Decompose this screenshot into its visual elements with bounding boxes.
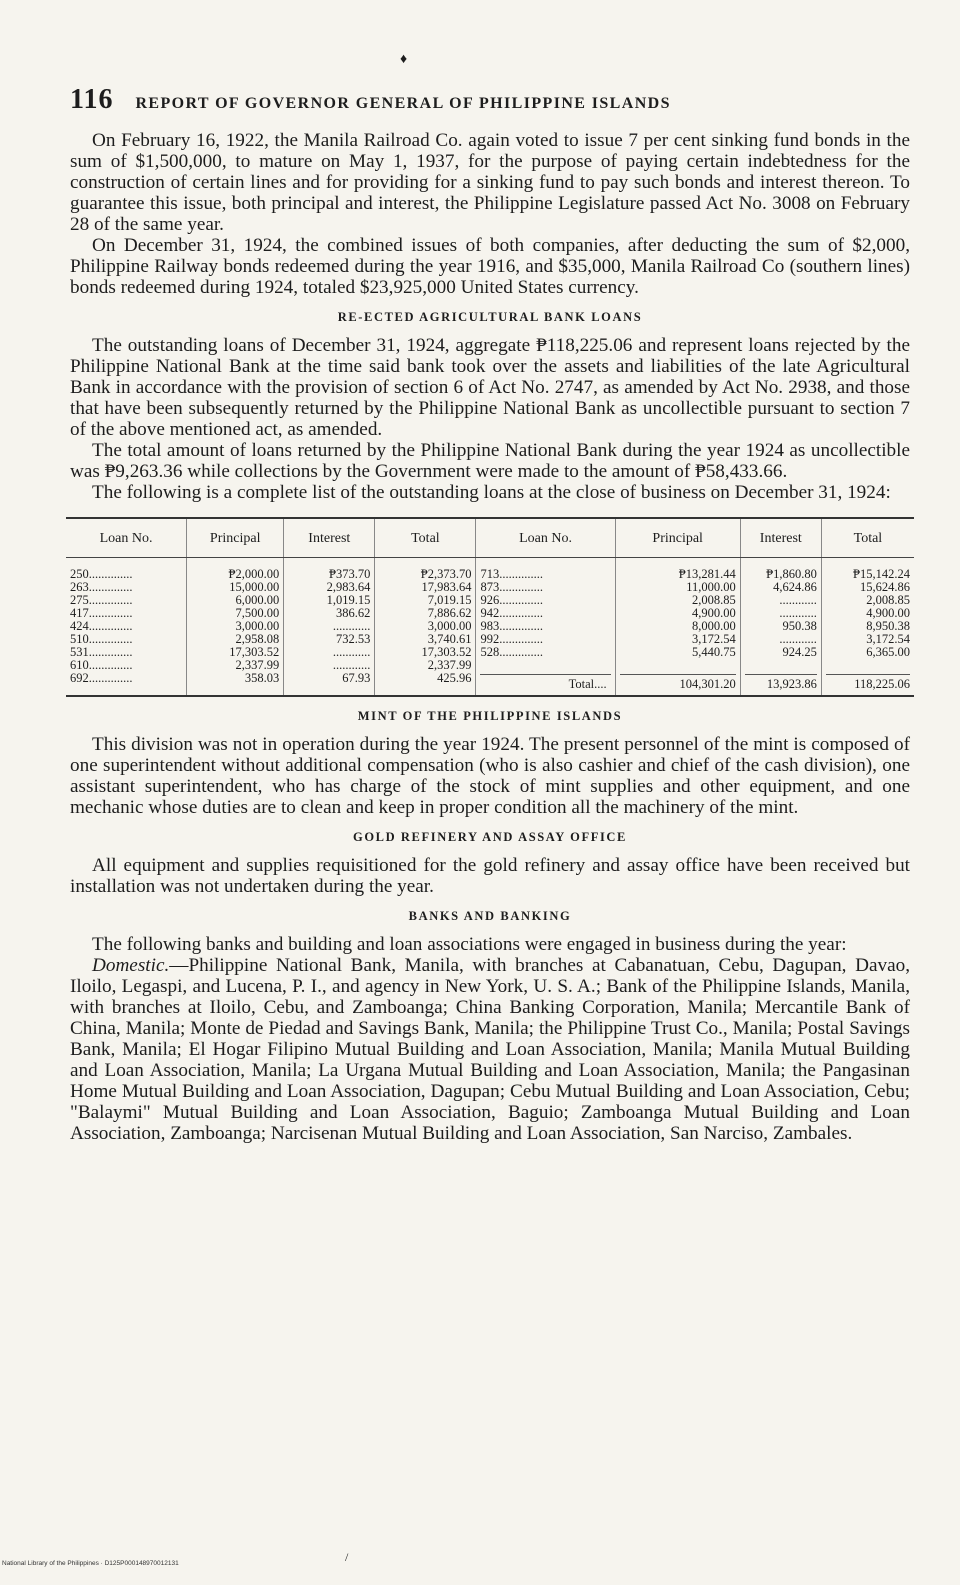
table-cell: 2,337.99 [427, 658, 472, 672]
table-cell: 3,172.54 [692, 632, 736, 646]
table-cell: 3,172.54 [866, 632, 910, 646]
paragraph: The following is a complete list of the outstanding loans at the close of business on December 31, 1924: [92, 482, 891, 503]
domestic-label: Domestic. [92, 955, 170, 976]
table-cell: 2,008.85 [692, 593, 736, 607]
spacer [620, 659, 736, 672]
paragraph: The total amount of loans returned by the Philippine National Bank during the year 1924 as uncollectible was ₱9,263.36 while collections by the Government were made to the amount of ₱58,433.66. [70, 440, 910, 482]
table-cell: 17,303.52 [229, 645, 280, 659]
table-cell: 7,019.15 [427, 593, 472, 607]
table-cell: 2,958.08 [235, 632, 280, 646]
table-cell: 4,900.00 [866, 606, 910, 620]
table-cell: 7,886.62 [427, 606, 472, 620]
table-cell: 2,008.85 [866, 593, 910, 607]
table-cell: 17,983.64 [421, 580, 472, 594]
total-cell: 13,923.86 [745, 674, 817, 691]
table-cell: 531.............. [70, 645, 133, 659]
table-cell: 983.............. [480, 619, 543, 633]
page-number: 116 [70, 84, 114, 115]
table-cell: ............ [332, 619, 371, 633]
table-cell: 11,000.00 [686, 580, 736, 594]
paragraph: This division was not in operation during the year 1924. The present personnel of the mint is composed of one superintendent without additional compensation (who is also cashier and chief of the cash division), one assistant superintendent, who has charge of the stock of mint supplies and other equipment, and one mechanic whose duties are to clean and keep in proper condition all the machinery of the mint. [70, 734, 910, 818]
section-heading: MINT OF THE PHILIPPINE ISLANDS [357, 709, 623, 723]
footer-credit: National Library of the Philippines · D125P000148970012131 [2, 1560, 179, 1567]
table-cell: 992.............. [480, 632, 543, 646]
column-header: Interest [740, 518, 821, 558]
loans-table [66, 517, 914, 697]
table-header-row [66, 518, 914, 558]
domestic-text: —Philippine National Bank, Manila, with branches at Cabanatuan, Cebu, Dagupan, Davao, Iloilo, Legaspi, and Lucena, P. I., and agency in New York, U. S. A.; Bank of the Philippine Islands, Manila, with branches at Iloilo, Cebu, and Zamboanga; China Banking Corporation, Manila; Mercantile Bank of China, Manila; Monte de Piedad and Savings Bank, Manila; the Philippine Trust Co., Manila; Postal Savings Bank, Manila; El Hogar Filipino Mutual Building and Loan Association, Manila; Manila Mutual Building and Loan Association, Manila; La Urgana Mutual Building and Loan Association, Manila; the Pangasinan Home Mutual Building and Loan Association, Dagupan; Cebu Mutual Building and Loan Association, Cebu; "Balaymi" Mutual Building and Loan Association, Baguio; Zamboanga Mutual Building and Loan Association, Zamboanga; Narcisenan Mutual Building and Loan Association, San Narciso, Zambales. [70, 955, 910, 1144]
table-cell: 713.............. [480, 567, 543, 581]
table-cell: ₱2,000.00 [228, 567, 280, 581]
table-cell: 67.93 [342, 671, 371, 685]
table-cell: 3,740.61 [427, 632, 472, 646]
table-cell: ............ [779, 606, 817, 620]
table-cell: 528.............. [480, 645, 543, 659]
table-cell: 15,000.00 [229, 580, 280, 594]
table-body-row [66, 558, 914, 697]
top-mark: ♦ [400, 52, 408, 67]
table-cell: 924.25 [782, 645, 817, 659]
table-cell: 692.............. [70, 671, 133, 685]
table-cell: 873.............. [480, 580, 543, 594]
right-interest-column [740, 558, 821, 697]
section-heading: RE-ECTED AGRICULTURAL BANK LOANS [337, 310, 643, 324]
section-heading: BANKS AND BANKING [408, 909, 572, 923]
table-cell: 510.............. [70, 632, 133, 646]
table-cell: 2,337.99 [235, 658, 280, 672]
table-cell: 3,000.00 [427, 619, 472, 633]
running-head [70, 84, 850, 116]
table-cell: 5,440.75 [692, 645, 736, 659]
column-header: Principal [187, 518, 284, 558]
table-cell: 263.............. [70, 580, 133, 594]
right-total-column [821, 558, 914, 697]
table-cell: 417.............. [70, 606, 133, 620]
column-header: Total [375, 518, 476, 558]
running-title: REPORT OF GOVERNOR GENERAL OF PHILIPPINE ISLANDS [135, 95, 671, 112]
section-heading: GOLD REFINERY AND ASSAY OFFICE [353, 830, 627, 844]
left-interest-column [284, 558, 375, 697]
table-cell: 7,500.00 [235, 606, 280, 620]
table-cell: 275.............. [70, 593, 133, 607]
column-header: Loan No. [66, 518, 187, 558]
table-cell: ₱13,281.44 [678, 567, 736, 581]
table-cell: ₱1,860.80 [766, 567, 817, 581]
table-cell: 4,624.86 [773, 580, 817, 594]
table-cell: 6,365.00 [866, 645, 910, 659]
table-cell: 15,624.86 [860, 580, 910, 594]
table-cell: 8,950.38 [866, 619, 910, 633]
paragraph: On February 16, 1922, the Manila Railroad Co. again voted to issue 7 per cent sinking fund bonds in the sum of $1,500,000, to mature on May 1, 1937, for the purpose of paying certain indebtedness for the construction of certain lines and for providing for a sinking fund to pay such bonds and interest thereon. To guarantee this issue, both principal and interest, the Philippine Legislature passed Act No. 3008 on February 28 of the same year. [70, 130, 910, 235]
spacer [745, 659, 817, 672]
table-cell: ₱15,142.24 [853, 567, 910, 581]
table-cell: 1,019.15 [326, 593, 371, 607]
table-cell: 425.96 [437, 671, 472, 685]
table-cell: 950.38 [782, 619, 817, 633]
table-cell: ₱373.70 [329, 567, 371, 581]
table-cell: 6,000.00 [235, 593, 280, 607]
left-principal-column [187, 558, 284, 697]
paragraph-domestic [70, 955, 910, 1144]
table-cell: 942.............. [480, 606, 543, 620]
paragraph: The outstanding loans of December 31, 1924, aggregate ₱118,225.06 and represent loans rejected by the Philippine National Bank at the time said bank took over the assets and liabilities of the late Agricultural Bank in accordance with the provision of section 6 of Act No. 2747, as amended by Act No. 2938, and those that have been subsequently returned by the Philippine National Bank as uncollectible pursuant to section 7 of the above mentioned act, as amended. [70, 335, 910, 440]
spacer [826, 659, 910, 672]
left-total-column [375, 558, 476, 697]
total-cell: 104,301.20 [620, 674, 736, 691]
table-cell: 732.53 [335, 632, 371, 646]
table-cell: 4,900.00 [692, 606, 736, 620]
paragraph: All equipment and supplies requisitioned for the gold refinery and assay office have been received but installation was not undertaken during the year. [70, 855, 910, 897]
table-cell: 926.............. [480, 593, 543, 607]
table-cell: 8,000.00 [692, 619, 736, 633]
table-cell: 386.62 [335, 606, 371, 620]
right-loan-no-column [476, 558, 615, 697]
column-header: Total [821, 518, 914, 558]
column-header: Principal [615, 518, 740, 558]
table-cell: ............ [332, 658, 371, 672]
paragraph: The following banks and building and loan associations were engaged in business during the year: [92, 934, 847, 955]
column-header: Interest [284, 518, 375, 558]
table-cell: 250.............. [70, 567, 133, 581]
total-cell: 118,225.06 [826, 674, 910, 691]
table-cell: 610.............. [70, 658, 133, 672]
spacer [480, 659, 610, 672]
total-cell: Total.... [480, 674, 610, 691]
table-cell: 2,983.64 [326, 580, 371, 594]
table-cell: 424.............. [70, 619, 133, 633]
table-cell: 17,303.52 [421, 645, 472, 659]
page-content [70, 130, 910, 1144]
table-cell: ............ [779, 632, 817, 646]
left-loan-no-column [66, 558, 187, 697]
paragraph: On December 31, 1924, the combined issues of both companies, after deducting the sum of $2,000, Philippine Railway bonds redeemed during the year 1916, and $35,000, Manila Railroad Co (southern lines) bonds redeemed during 1924, totaled $23,925,000 United States currency. [70, 235, 910, 298]
right-principal-column [615, 558, 740, 697]
table-cell: ............ [779, 593, 817, 607]
column-header: Loan No. [476, 518, 615, 558]
table-cell: 3,000.00 [235, 619, 280, 633]
table-cell: ₱2,373.70 [420, 567, 472, 581]
bottom-mark: / [345, 1550, 349, 1564]
table-cell: 358.03 [244, 671, 280, 685]
table-cell: ............ [332, 645, 371, 659]
